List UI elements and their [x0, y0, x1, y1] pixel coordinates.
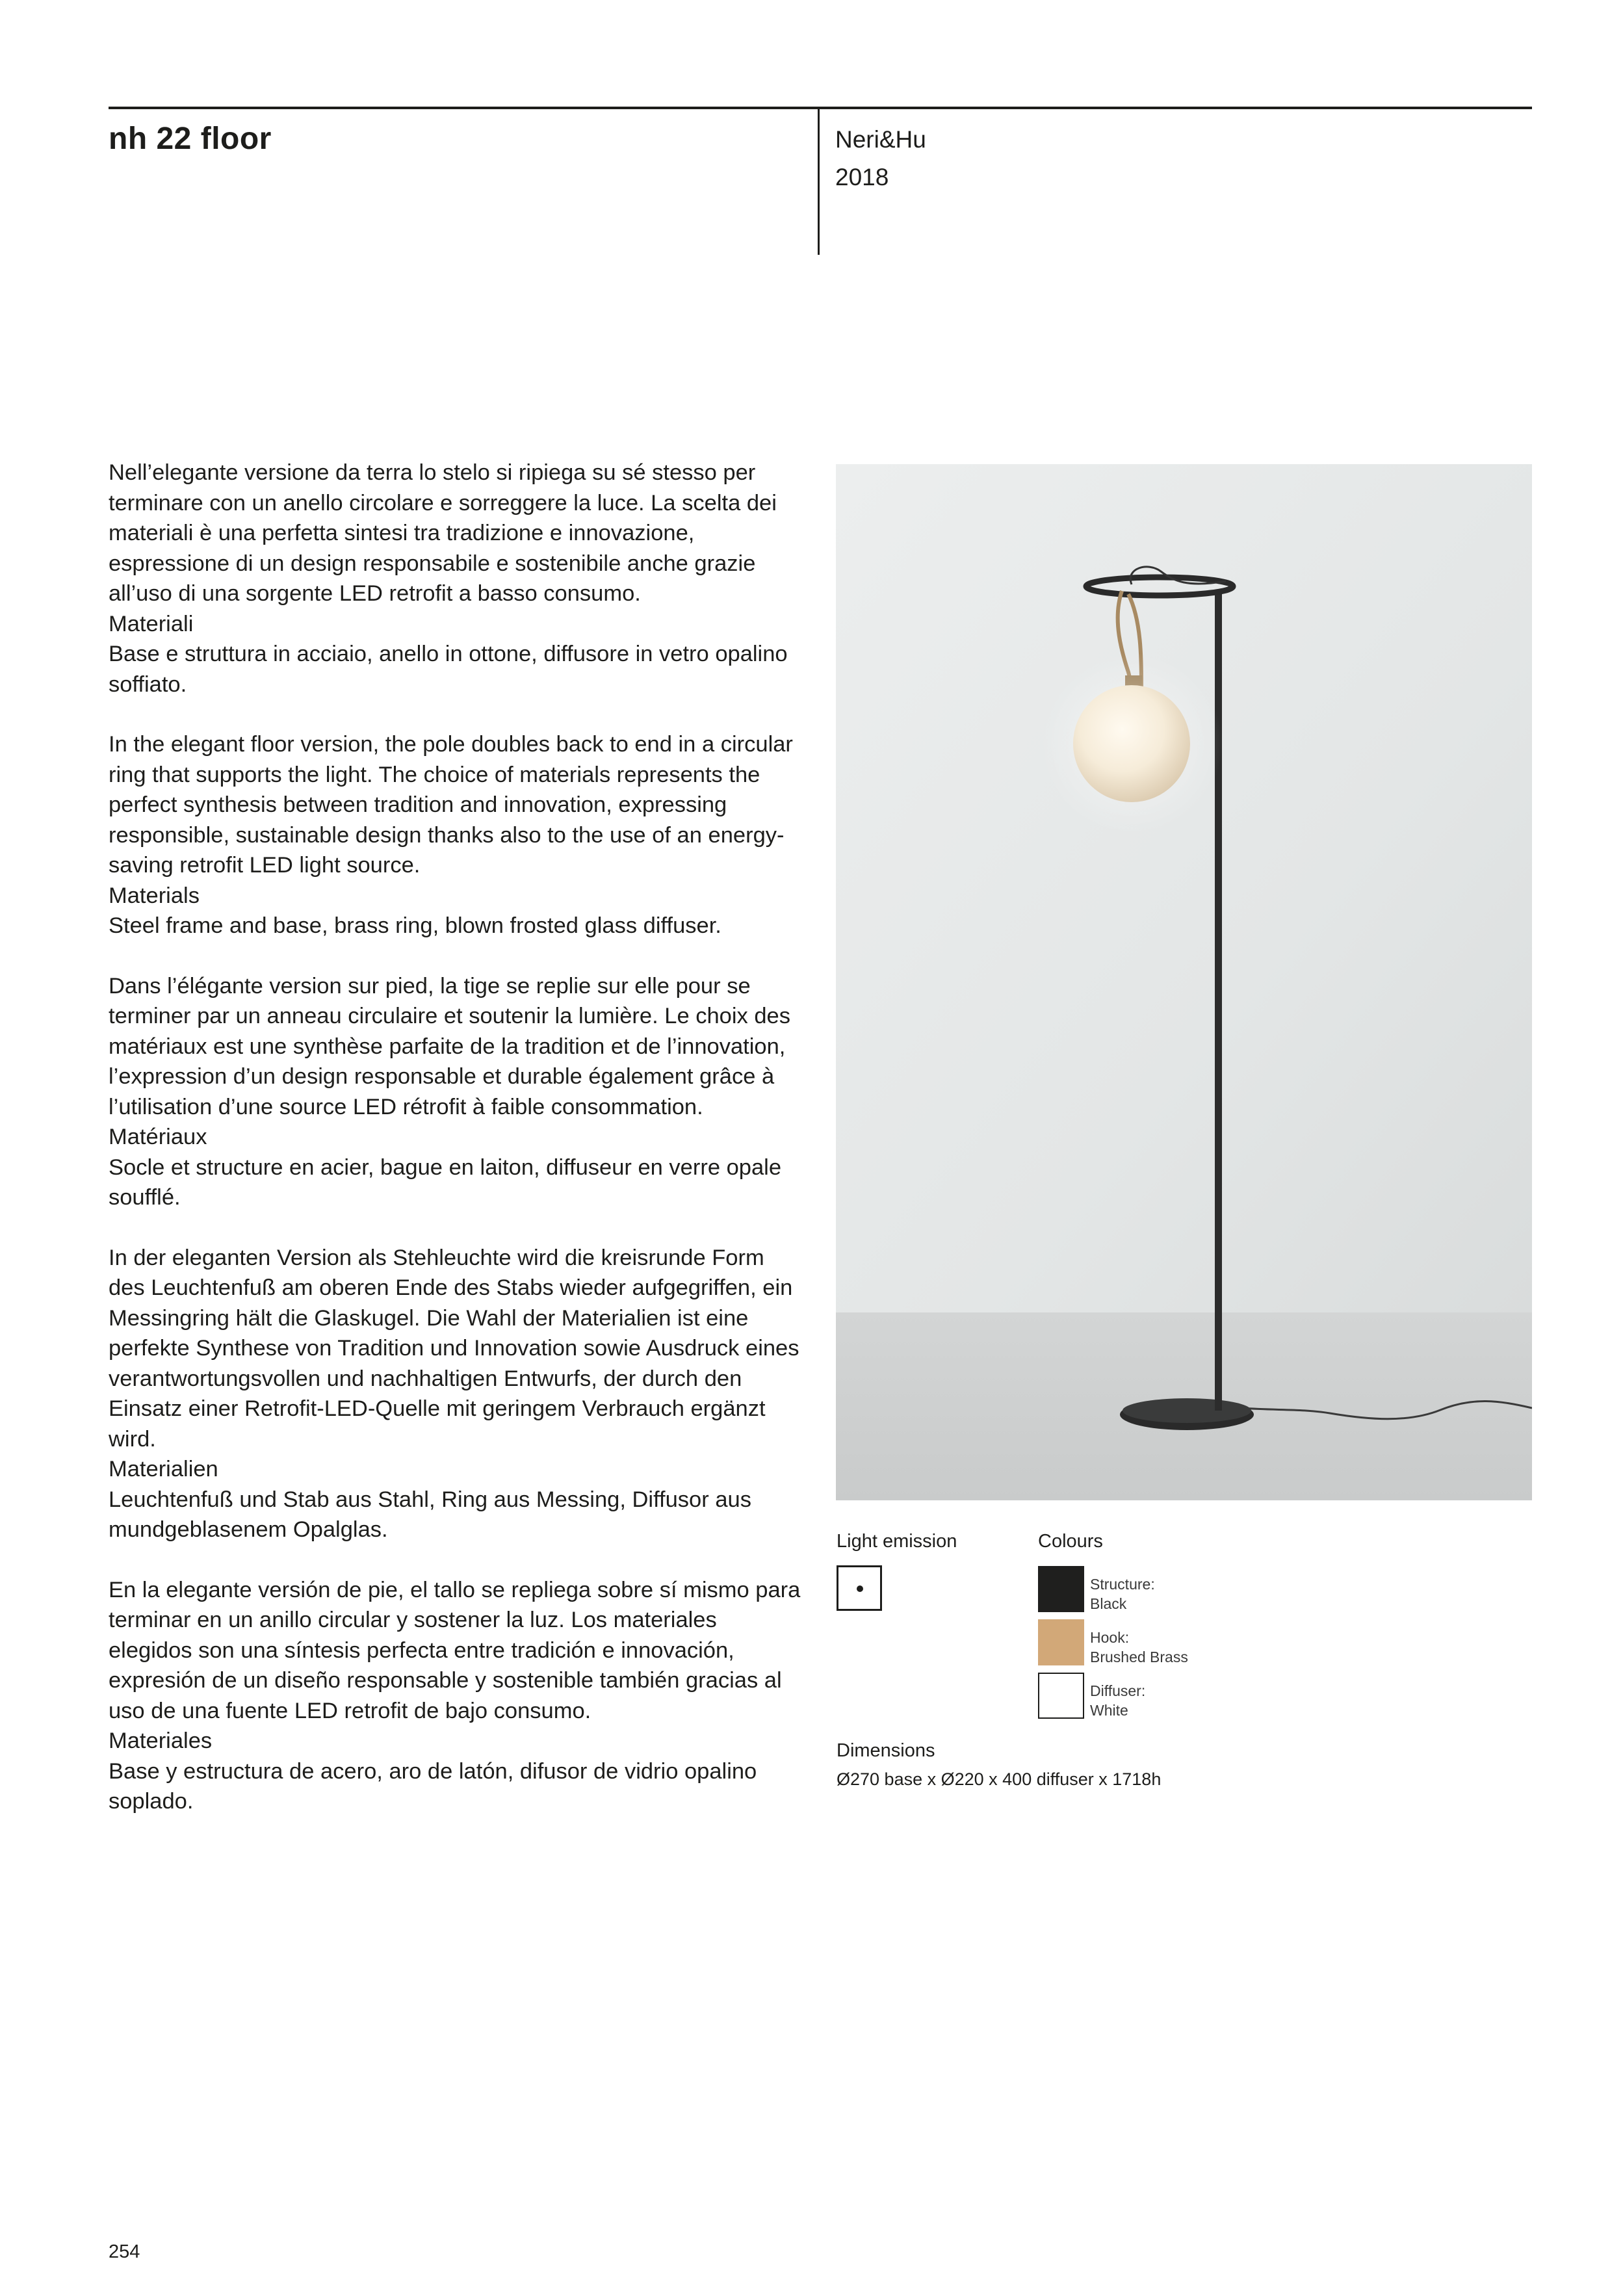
colour-label-hook: Hook: Brushed Brass	[1090, 1629, 1188, 1665]
materials-heading: Matériaux	[109, 1125, 207, 1149]
description-text: Dans l’élégante version sur pied, la tige se replie sur elle pour se terminer par un anneau circulaire et soutenir la lumière. Le choix des matériaux est une synthèse parfaite de la tradition et de l’innovation, l’expression d’un design responsable et durable également grâce à l’utilisation d’une source LED rétrofit à faible consommation.	[109, 973, 790, 1119]
materials-text: Base y estructura de acero, aro de latón, difusor de vidrio opalino soplado.	[109, 1758, 757, 1814]
description-es	[109, 1575, 804, 1817]
materials-heading: Materials	[109, 883, 200, 908]
materials-heading: Materiales	[109, 1729, 213, 1753]
light-emission-icon	[837, 1565, 882, 1611]
colour-label-structure: Structure: Black	[1090, 1576, 1155, 1612]
description-text: Nell’elegante versione da terra lo stelo si ripiega su sé stesso per terminare con un anello circolare e sorreggere la luce. La scelta dei materiali è una perfetta sintesi tra tradizione e innovazione, espressione di un design responsabile e sostenibile anche grazie all’uso di una sorgente LED retrofit a basso consumo.	[109, 460, 777, 606]
description-text: In der eleganten Version als Stehleuchte wird die kreisrunde Form des Leuchtenfuß am oberen Ende des Stabs wieder aufgegriffen, ein Messingring hält die Glaskugel. Die Wahl der Materialien ist eine perfekte Synthese von Tradition und Innovation sowie Ausdruck eines verantwortungsvollen und nachhaltigen Entwurfs, der durch den Einsatz einer Retrofit-LED-Quelle mit geringem Verbrauch ergänzt wird.	[109, 1245, 799, 1452]
header-rule	[109, 107, 1532, 109]
materials-text: Base e struttura in acciaio, anello in ottone, diffusore in vetro opalino soffiato.	[109, 642, 788, 697]
design-year: 2018	[835, 164, 889, 190]
description-de	[109, 1243, 804, 1545]
colour-swatch-structure	[1038, 1566, 1084, 1612]
description-text: En la elegante versión de pie, el tallo se repliega sobre sí mismo para terminar en un anillo circular y sostener la luz. Los materiales elegidos son una síntesis perfecta entre tradición e innovación, expresión de un diseño responsable y sostenible también gracias al uso de una fuente LED retrofit de bajo consumo.	[109, 1577, 801, 1723]
dimensions-label: Dimensions	[837, 1740, 935, 1761]
materials-heading: Materialien	[109, 1457, 218, 1481]
page-number: 254	[109, 2241, 140, 2262]
materials-heading: Materiali	[109, 611, 194, 636]
description-it	[109, 458, 804, 699]
materials-text: Leuchtenfuß und Stab aus Stahl, Ring aus Messing, Diffusor aus mundgeblasenem Opalglas.	[109, 1487, 751, 1542]
product-meta	[835, 121, 926, 196]
designer-name: Neri&Hu	[835, 126, 926, 153]
floor-lamp-illustration	[836, 464, 1532, 1500]
glass-diffuser	[1073, 685, 1190, 802]
colour-swatch-hook	[1038, 1619, 1084, 1665]
description-column	[109, 458, 804, 1847]
header-divider	[818, 108, 820, 255]
product-photo	[836, 464, 1532, 1500]
colour-label-diffuser: Diffuser: White	[1090, 1682, 1146, 1719]
description-fr	[109, 971, 804, 1213]
description-text: In the elegant floor version, the pole doubles back to end in a circular ring that supports the light. The choice of materials represents the perfect synthesis between tradition and innovation, expressing responsible, sustainable design thanks also to the use of an energy-saving retrofit LED light source.	[109, 732, 793, 878]
dimensions-value: Ø270 base x Ø220 x 400 diffuser x 1718h	[837, 1769, 1162, 1789]
materials-text: Steel frame and base, brass ring, blown frosted glass diffuser.	[109, 913, 721, 938]
colour-swatch-diffuser	[1038, 1673, 1084, 1719]
product-title: nh 22 floor	[109, 122, 272, 156]
description-en	[109, 729, 804, 941]
light-point-icon	[857, 1585, 863, 1592]
colours-label: Colours	[1038, 1531, 1103, 1552]
light-emission-label: Light emission	[837, 1531, 957, 1552]
materials-text: Socle et structure en acier, bague en laiton, diffuseur en verre opale soufflé.	[109, 1155, 782, 1210]
